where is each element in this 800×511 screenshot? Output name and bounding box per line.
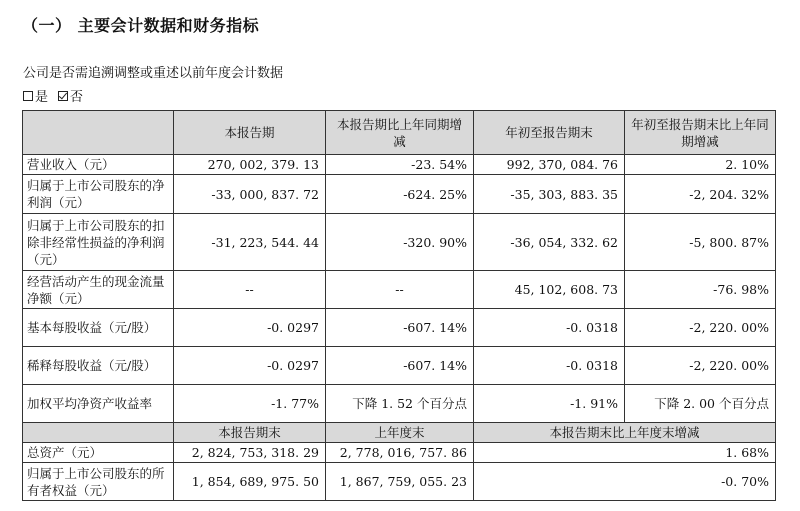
row-label: 归属于上市公司股东的扣除非经常性损益的净利润（元） <box>23 214 174 271</box>
section-title: （一） 主要会计数据和财务指标 <box>22 16 260 35</box>
table-row <box>23 214 776 271</box>
cell-ytd-change: -76. 98% <box>625 271 776 309</box>
cell-ytd: 992, 370, 084. 76 <box>474 155 625 175</box>
option-yes[interactable] <box>23 86 48 105</box>
option-yes-label: 是 <box>35 90 49 105</box>
cell-current: 270, 002, 379. 13 <box>174 155 326 175</box>
cell-prev-year-end: 1, 867, 759, 055. 23 <box>326 463 474 501</box>
cell-current-change: -607. 14% <box>326 309 474 347</box>
header-ytd: 年初至报告期末 <box>474 111 625 155</box>
cell-current: -1. 77% <box>174 385 326 423</box>
cell-current-change: -23. 54% <box>326 155 474 175</box>
row-label: 加权平均净资产收益率 <box>23 385 174 423</box>
header-ytd-change: 年初至报告期末比上年同期增减 <box>625 111 776 155</box>
adjust-question: 公司是否需追溯调整或重述以前年度会计数据 <box>23 66 284 81</box>
row-label: 归属于上市公司股东的所有者权益（元） <box>23 463 174 501</box>
header2-prev-year-end: 上年度末 <box>326 423 474 443</box>
header-current-change: 本报告期比上年同期增减 <box>326 111 474 155</box>
cell-current-change: 下降 1. 52 个百分点 <box>326 385 474 423</box>
row-label: 营业收入（元） <box>23 155 174 175</box>
table-header-row <box>23 111 776 155</box>
adjust-options <box>23 86 93 105</box>
table-row <box>23 155 776 175</box>
cell-change: 1. 68% <box>474 443 776 463</box>
checkbox-yes[interactable] <box>23 91 33 101</box>
cell-current-change: -- <box>326 271 474 309</box>
checkbox-no[interactable] <box>58 91 68 101</box>
header2-period-end: 本报告期末 <box>174 423 326 443</box>
option-no[interactable] <box>58 86 83 105</box>
cell-current: -31, 223, 544. 44 <box>174 214 326 271</box>
cell-ytd-change: 下降 2. 00 个百分点 <box>625 385 776 423</box>
cell-current-change: -624. 25% <box>326 175 474 214</box>
cell-current: -0. 0297 <box>174 347 326 385</box>
header-empty <box>23 111 174 155</box>
cell-ytd-change: -2, 204. 32% <box>625 175 776 214</box>
row-label: 归属于上市公司股东的净利润（元） <box>23 175 174 214</box>
header-current-period: 本报告期 <box>174 111 326 155</box>
financial-data-table <box>22 110 776 501</box>
cell-current: -33, 000, 837. 72 <box>174 175 326 214</box>
header2-empty <box>23 423 174 443</box>
cell-ytd: 45, 102, 608. 73 <box>474 271 625 309</box>
table-row <box>23 463 776 501</box>
cell-current: -- <box>174 271 326 309</box>
table-row <box>23 443 776 463</box>
cell-current: -0. 0297 <box>174 309 326 347</box>
table-row <box>23 271 776 309</box>
cell-ytd: -35, 303, 883. 35 <box>474 175 625 214</box>
table-row <box>23 175 776 214</box>
cell-ytd-change: -2, 220. 00% <box>625 309 776 347</box>
cell-ytd: -1. 91% <box>474 385 625 423</box>
table-row <box>23 309 776 347</box>
option-no-label: 否 <box>70 90 84 105</box>
cell-period-end: 2, 824, 753, 318. 29 <box>174 443 326 463</box>
cell-change: -0. 70% <box>474 463 776 501</box>
row-label: 总资产（元） <box>23 443 174 463</box>
row-label: 经营活动产生的现金流量净额（元） <box>23 271 174 309</box>
row-label: 稀释每股收益（元/股） <box>23 347 174 385</box>
cell-current-change: -607. 14% <box>326 347 474 385</box>
cell-ytd-change: 2. 10% <box>625 155 776 175</box>
table2-header-row <box>23 423 776 443</box>
cell-ytd: -0. 0318 <box>474 347 625 385</box>
cell-period-end: 1, 854, 689, 975. 50 <box>174 463 326 501</box>
table-row <box>23 385 776 423</box>
cell-ytd: -36, 054, 332. 62 <box>474 214 625 271</box>
header2-change: 本报告期末比上年度末增减 <box>474 423 776 443</box>
cell-ytd-change: -2, 220. 00% <box>625 347 776 385</box>
row-label: 基本每股收益（元/股） <box>23 309 174 347</box>
cell-ytd-change: -5, 800. 87% <box>625 214 776 271</box>
cell-current-change: -320. 90% <box>326 214 474 271</box>
cell-ytd: -0. 0318 <box>474 309 625 347</box>
table-row <box>23 347 776 385</box>
cell-prev-year-end: 2, 778, 016, 757. 86 <box>326 443 474 463</box>
